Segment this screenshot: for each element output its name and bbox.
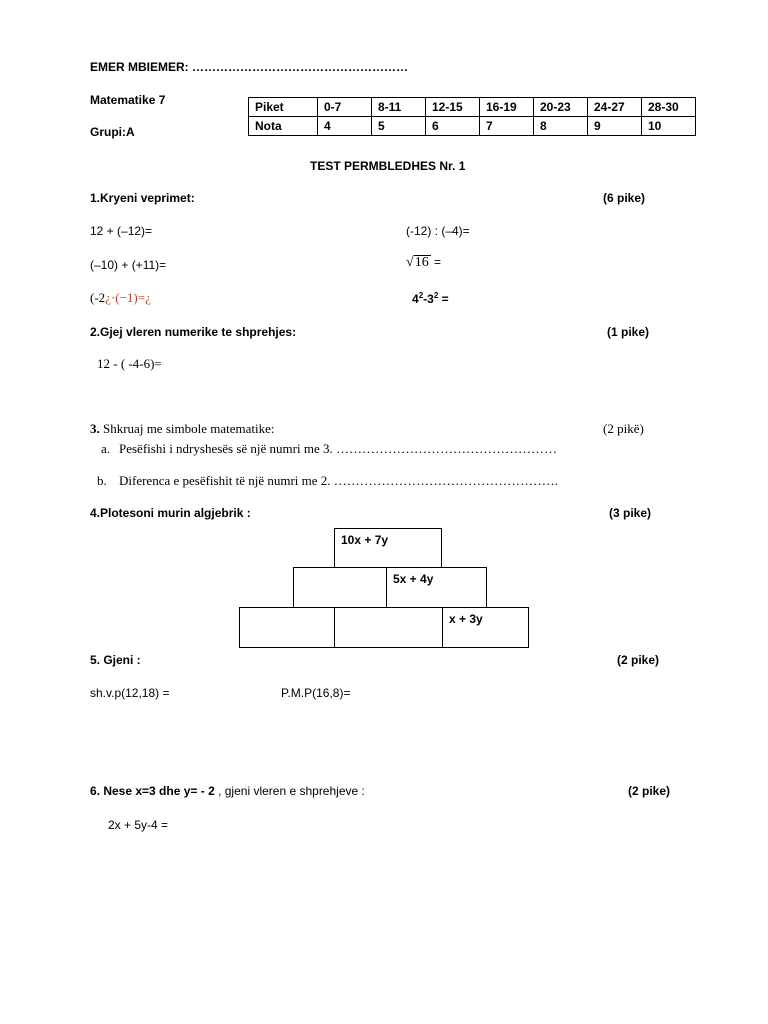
wall-middle-left-brick[interactable] bbox=[293, 567, 387, 608]
q6-title-b: , gjeni vleren e shprehjeve : bbox=[214, 784, 365, 798]
q2-expr: 12 - ( -4-6)= bbox=[97, 356, 162, 371]
power-equals: = bbox=[438, 292, 449, 306]
table-cell: 28-30 bbox=[642, 98, 696, 117]
table-cell: Nota bbox=[249, 117, 318, 136]
q3-b-text: Diferenca e pesëfishit të një numri me 2. ……………………………………………. bbox=[119, 473, 559, 488]
subject-label: Matematike 7 bbox=[90, 93, 166, 107]
q3-text: Shkruaj me simbole matematike: bbox=[99, 421, 275, 436]
q3-points: (2 pikë) bbox=[603, 421, 644, 436]
q3-title bbox=[90, 421, 275, 437]
q3-number: 3. bbox=[90, 421, 100, 436]
grade-table bbox=[248, 97, 696, 136]
q6-points: (2 pike) bbox=[628, 784, 671, 798]
table-cell: 8-11 bbox=[372, 98, 426, 117]
table-row bbox=[249, 117, 696, 136]
wall-middle-text: 5x + 4y bbox=[393, 572, 434, 586]
q1-expr-1: 12 + (–12)= bbox=[90, 224, 153, 238]
sqrt-value: 16 bbox=[414, 255, 429, 270]
table-cell: 5 bbox=[372, 117, 426, 136]
power-exp-1: 2 bbox=[418, 291, 424, 300]
q3-a-text: Pesëfishi i ndryshesës së një numri me 3. …………………………………………… bbox=[119, 441, 557, 456]
group-label: Grupi:A bbox=[90, 125, 135, 139]
q5-gcd: sh.v.p(12,18) = bbox=[90, 686, 170, 700]
name-line: EMER MBIEMER: ……………………………………………… bbox=[90, 60, 408, 74]
expr5-mid: ¿·(−1)= bbox=[105, 290, 146, 305]
power-exp-2: 2 bbox=[433, 291, 439, 300]
q3-a-label: a. bbox=[101, 441, 111, 456]
power-base-2: -3 bbox=[423, 292, 434, 306]
table-cell: 0-7 bbox=[318, 98, 372, 117]
q1-expr-3: (–10) + (+11)= bbox=[90, 258, 167, 272]
wall-bottom-left-brick[interactable] bbox=[239, 607, 335, 648]
table-cell: 6 bbox=[426, 117, 480, 136]
table-cell: 4 bbox=[318, 117, 372, 136]
q1-points: (6 pike) bbox=[603, 191, 646, 205]
q1-expr-2: (-12) : (–4)= bbox=[406, 224, 470, 238]
q6-expr: 2x + 5y-4 = bbox=[108, 818, 169, 832]
table-cell: Piket bbox=[249, 98, 318, 117]
q2-points: (1 pike) bbox=[607, 325, 650, 339]
q6-title bbox=[90, 784, 365, 798]
q1-expr-5 bbox=[90, 290, 151, 306]
table-cell: 20-23 bbox=[534, 98, 588, 117]
q1-title: 1.Kryeni veprimet: bbox=[90, 191, 195, 205]
q4-points: (3 pike) bbox=[609, 506, 652, 520]
q2-title: 2.Gjej vleren numerike te shprehjes: bbox=[90, 325, 297, 339]
sqrt-icon: √16 bbox=[406, 255, 429, 270]
wall-bottom-text: x + 3y bbox=[449, 612, 483, 626]
table-cell: 8 bbox=[534, 117, 588, 136]
wall-bottom-middle-brick[interactable] bbox=[334, 607, 443, 648]
table-row bbox=[249, 98, 696, 117]
q4-title: 4.Plotesoni murin algjebrik : bbox=[90, 506, 251, 520]
test-title: TEST PERMBLEDHES Nr. 1 bbox=[310, 159, 466, 173]
q6-title-a: 6. Nese x=3 dhe y= - 2 bbox=[90, 784, 215, 798]
q5-points: (2 pike) bbox=[617, 653, 660, 667]
q1-expr-sqrt bbox=[406, 255, 441, 271]
q1-expr-powers bbox=[412, 291, 449, 306]
q3-b-label: b. bbox=[97, 473, 107, 488]
expr5-glyph: ¿ bbox=[145, 290, 151, 305]
wall-middle-right-brick bbox=[386, 567, 487, 608]
wall-top-text: 10x + 7y bbox=[341, 533, 389, 547]
wall-bottom-right-brick bbox=[442, 607, 529, 648]
table-cell: 24-27 bbox=[588, 98, 642, 117]
q5-lcm: P.M.P(16,8)= bbox=[281, 686, 351, 700]
table-cell: 12-15 bbox=[426, 98, 480, 117]
power-base-1: 4 bbox=[412, 292, 419, 306]
q5-title: 5. Gjeni : bbox=[90, 653, 141, 667]
table-cell: 16-19 bbox=[480, 98, 534, 117]
expr5-start: (-2 bbox=[90, 290, 106, 305]
sqrt-equals: = bbox=[430, 255, 442, 269]
wall-top-brick bbox=[334, 528, 442, 568]
table-cell: 7 bbox=[480, 117, 534, 136]
table-cell: 9 bbox=[588, 117, 642, 136]
table-cell: 10 bbox=[642, 117, 696, 136]
